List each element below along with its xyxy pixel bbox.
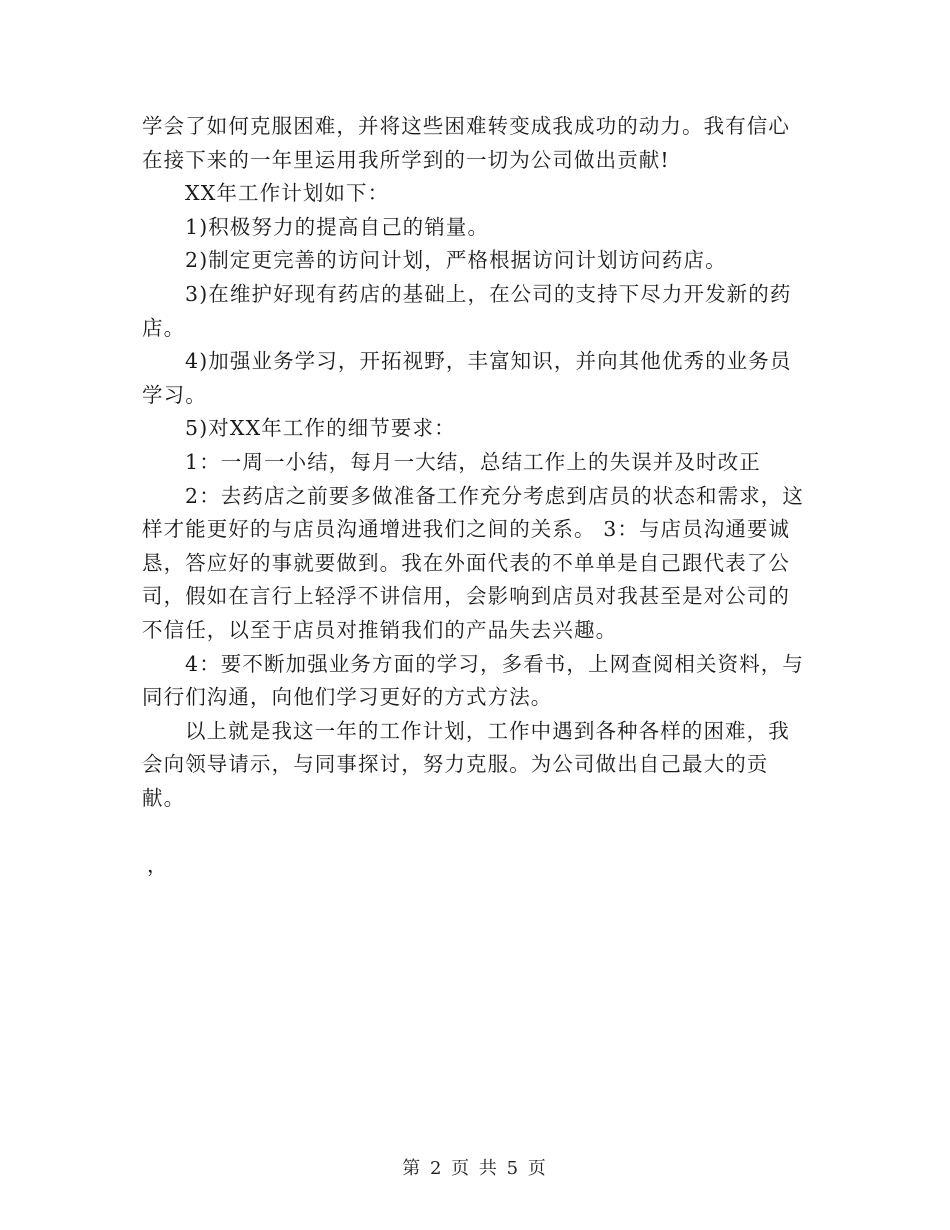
paragraph-2: XX年工作计划如下： — [185, 181, 390, 206]
paragraph-10: 4：要不断加强业务方面的学习，多看书，上网查阅相关资料，与同行们沟通，向他们学习更好的方式方法。 — [142, 651, 804, 710]
stray-punctuation: ， — [147, 853, 168, 877]
page-number-footer: 第 2 页 共 5 页 — [402, 1158, 548, 1179]
paragraph-6: 4)加强业务学习，开拓视野，丰富知识，并向其他优秀的业务员学习。 — [142, 349, 792, 407]
paragraph-3: 1)积极努力的提高自己的销量。 — [185, 214, 490, 239]
document-body — [142, 110, 808, 815]
paragraph-4: 2)制定更完善的访问计划，严格根据访问计划访问药店。 — [185, 248, 727, 273]
paragraph-9: 2：去药店之前要多做准备工作充分考虑到店员的状态和需求，这样才能更好的与店员沟通增进我们之间的关系。 3：与店员沟通要诚恳，答应好的事就要做到。我在外面代表的不单单是自己跟代表了公司，假如在言行上轻浮不讲信用，会影响到店员对我甚至是对公司的不信任，以至于店员对推销我们的产品失去兴趣。 — [142, 483, 804, 642]
paragraph-1: 学会了如何克服困难，并将这些困难转变成我成功的动力。我有信心在接下来的一年里运用我所学到的一切为公司做出贡献! — [142, 114, 790, 172]
paragraph-7: 5)对XX年工作的细节要求： — [185, 416, 456, 441]
paragraph-5: 3)在维护好现有药店的基础上，在公司的支持下尽力开发新的药店。 — [142, 281, 792, 340]
paragraph-8: 1：一周一小结，每月一大结，总结工作上的失误并及时改正 — [185, 449, 761, 474]
paragraph-11: 以上就是我这一年的工作计划，工作中遇到各种各样的困难，我会向领导请示，与同事探讨，努力克服。为公司做出自己最大的贡献。 — [142, 718, 790, 810]
